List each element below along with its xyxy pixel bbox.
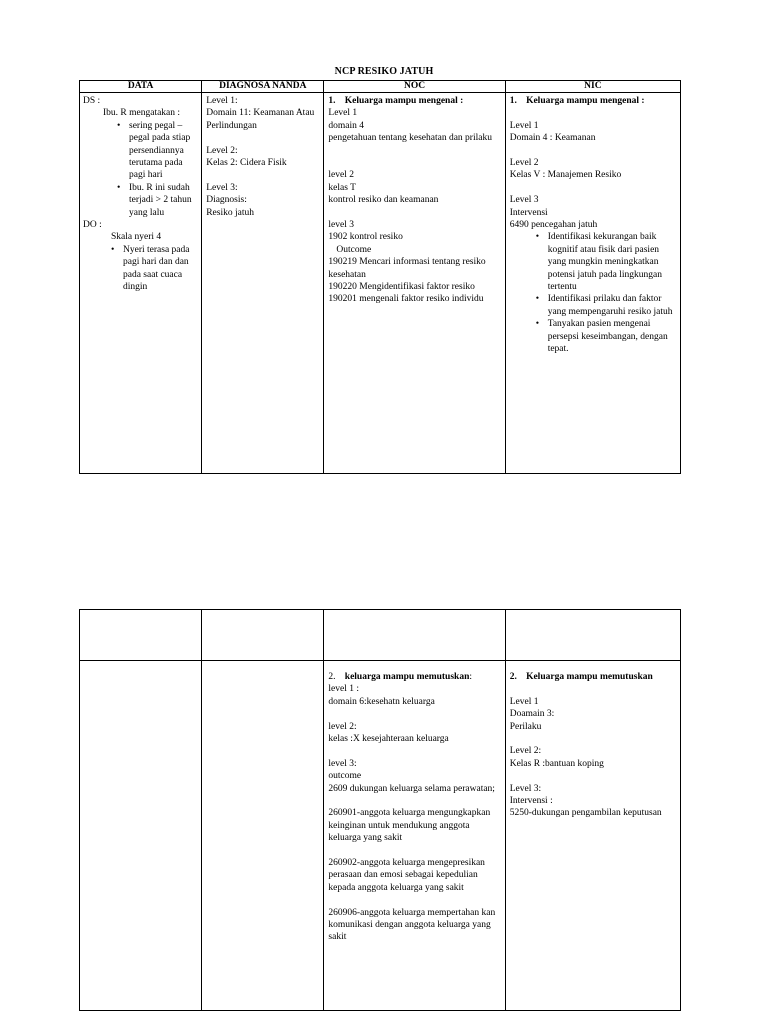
data-cell: [80, 661, 202, 1011]
diagnosa-cell: [202, 661, 324, 1011]
level-label: level 3:: [328, 758, 357, 769]
level-text: Kelas V : Manajemen Resiko: [509, 170, 622, 181]
level-text: kontrol resiko dan keamanan: [328, 195, 439, 206]
header-diagnosa-nanda: DIAGNOSA NANDA: [202, 81, 324, 93]
noc-cell: [324, 661, 505, 1011]
level-text: 1902 kontrol resiko: [328, 232, 403, 243]
level-label: Level 1:: [206, 96, 238, 106]
header-data: DATA: [80, 81, 202, 93]
level-text: kelas T: [328, 182, 356, 193]
level-label: Level 3: [509, 195, 539, 206]
heading-text: Keluarga mampu mengenal :: [526, 96, 645, 106]
level-text: Perilaku: [509, 721, 542, 732]
level-text: Kelas 2: Cidera Fisik: [206, 158, 287, 169]
level-label: Level 2:: [206, 145, 238, 156]
empty-cell: [505, 610, 680, 661]
empty-cell: [324, 610, 505, 661]
level-text: 2609 dukungan keluarga selama perawatan;: [328, 783, 495, 794]
level-label: Level 3:: [206, 182, 238, 193]
level-label: Level 3:: [509, 783, 542, 794]
heading-number: 2.: [509, 672, 517, 682]
heading-number: 2.: [328, 672, 336, 682]
heading-text: Keluarga mampu memutuskan: [526, 672, 653, 682]
level-label: Level 1: [509, 120, 539, 131]
outcome-item: 260901-anggota keluarga mengungkapkan keinginan untuk mendukung anggota keluarga yang sakit: [328, 808, 491, 844]
empty-cell: [202, 610, 324, 661]
nic-cell: [505, 661, 680, 1011]
level-text: 6490 pencegahan jatuh: [509, 220, 598, 231]
outcome-item: 260902-anggota keluarga mengepresikan perasaan dan emosi sebagai kepedulian kepada anggota keluarga yang sakit: [328, 858, 485, 893]
outcome-item: 190220 Mengidentifikasi faktor resiko: [328, 282, 475, 293]
list-item: • Ibu. R ini sudah terjadi > 2 tahun yang lalu: [129, 182, 198, 219]
ds-list: [129, 120, 198, 219]
list-item: • Nyeri terasa pada pagi hari dan dan pada saat cuaca dingin: [123, 244, 198, 294]
outcome-item: 190201 mengenali faktor resiko individu: [328, 294, 484, 305]
level-label: level 1 :: [328, 684, 360, 695]
data-cell: [80, 93, 202, 474]
level-text: domain 4: [328, 120, 365, 131]
heading-number: 1.: [328, 96, 336, 106]
level-text: Resiko jatuh: [206, 207, 254, 218]
heading-number: 1.: [509, 96, 517, 106]
list-item: • Identifikasi prilaku dan faktor yang mempengaruhi resiko jatuh: [548, 293, 677, 318]
level-label: level 2: [328, 170, 354, 181]
level-label: Level 2:: [509, 746, 542, 757]
table-header-row: [80, 81, 681, 93]
level-text: outcome: [328, 771, 362, 782]
header-nic: NIC: [505, 81, 680, 93]
level-label: level 3: [328, 220, 354, 231]
outcome-item: 260906-anggota keluarga mempertahan kan komunikasi dengan anggota keluarga yang sakit: [328, 907, 496, 943]
level-text: Intervensi: [509, 207, 548, 218]
level-label: Level 1: [328, 108, 358, 119]
ds-intro: Ibu. R mengatakan :: [103, 108, 181, 119]
level-text: Outcome: [336, 244, 372, 255]
heading-text: keluarga mampu memutuskan: [344, 672, 470, 682]
list-item: • sering pegal – pegal pada stiap persendiannya terutama pada pagi hari: [129, 120, 198, 182]
noc-heading: [328, 95, 501, 107]
level-text: Doamain 3:: [509, 709, 555, 720]
level-text: domain 6:kesehatn keluarga: [328, 696, 435, 707]
level-text: kelas :X kesejahteraan keluarga: [328, 734, 449, 745]
level-text: Domain 4 : Keamanan: [509, 133, 596, 144]
nic-heading: [510, 95, 677, 107]
level-label: level 2:: [328, 721, 357, 732]
list-item: • Identifikasi kekurangan baik kognitif atau fisik dari pasien yang mungkin meningkatkan potensi jatuh pada lingkungan tertentu: [548, 231, 677, 293]
empty-header-row: [80, 610, 681, 661]
noc-heading: [328, 671, 501, 683]
level-label: Level 2: [509, 158, 539, 168]
outcome-item: 190219 Mencari informasi tentang resiko kesehatan: [328, 257, 486, 280]
ncp-table-2: [79, 609, 681, 1011]
level-text: Diagnosis:: [206, 195, 247, 206]
intervention-list: [548, 231, 677, 355]
do-list: [123, 244, 198, 294]
page-title: NCP RESIKO JATUH: [334, 66, 434, 77]
empty-cell: [80, 610, 202, 661]
level-label: Level 1: [509, 696, 539, 707]
header-noc: NOC: [324, 81, 505, 93]
do-label: DO :: [83, 220, 102, 231]
table-row: [80, 661, 681, 1011]
diagnosa-cell: [202, 93, 324, 474]
heading-suffix: :: [469, 672, 472, 682]
do-intro: Skala nyeri 4: [111, 232, 162, 243]
level-text: Intervensi :: [509, 796, 553, 807]
level-text: pengetahuan tentang kesehatan dan prilaku: [328, 133, 492, 144]
nic-heading: [510, 671, 677, 683]
noc-cell: [324, 93, 505, 474]
level-text: Domain 11: Keamanan Atau Perlindungan: [206, 108, 315, 131]
ds-label: DS :: [83, 96, 101, 106]
heading-text: Keluarga mampu mengenal :: [344, 96, 464, 106]
level-text: 5250-dukungan pengambilan keputusan: [509, 808, 662, 819]
table-row: [80, 93, 681, 474]
nic-cell: [505, 93, 680, 474]
ncp-table-1: [79, 80, 681, 474]
list-item: • Tanyakan pasien mengenai persepsi keseimbangan, dengan tepat.: [548, 318, 677, 355]
level-text: Kelas R :bantuan koping: [509, 758, 604, 769]
